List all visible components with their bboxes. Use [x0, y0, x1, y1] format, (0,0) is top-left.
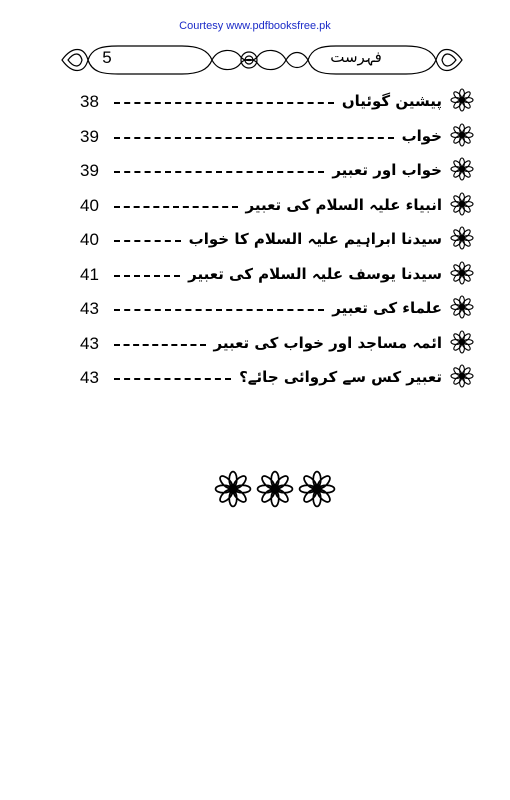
- toc-leader-dashes: [114, 378, 231, 380]
- page-title: فہرست: [330, 48, 382, 66]
- flower-bullet-icon: [450, 364, 474, 388]
- toc-entry-title: انبیاء علیہ السلام کی تعبیر: [245, 195, 442, 214]
- flower-ornament-icon: [214, 470, 252, 508]
- toc-page-number: 40: [80, 230, 99, 249]
- toc-entry-title: پیشین گوئیاں: [341, 92, 442, 110]
- flower-bullet-icon: [450, 295, 474, 319]
- toc-leader-dashes: [114, 137, 394, 139]
- toc-page-number: 39: [80, 161, 99, 180]
- toc-row[interactable]: [76, 120, 476, 155]
- toc-entry-title: سیدنا یوسف علیہ السلام کی تعبیر: [188, 264, 442, 283]
- toc-entry-title: علماء کی تعبیر: [332, 299, 442, 317]
- courtesy-text: Courtesy www.pdfbooksfree.pk: [179, 20, 331, 32]
- flower-bullet-icon: [450, 123, 474, 147]
- flower-bullet-icon: [450, 226, 474, 250]
- footer-ornament-group: [214, 470, 338, 510]
- toc-leader-dashes: [114, 240, 181, 242]
- toc-row[interactable]: [76, 327, 476, 362]
- toc-row[interactable]: [76, 154, 476, 189]
- flower-ornament-icon: [256, 470, 294, 508]
- toc-page-number: 38: [80, 92, 99, 111]
- flower-bullet-icon: [450, 226, 474, 250]
- toc-row[interactable]: [76, 258, 476, 293]
- toc-entry-title: خواب: [401, 126, 442, 145]
- flower-ornament-icon: [298, 470, 336, 508]
- flower-bullet-icon: [450, 330, 474, 354]
- toc-page-number: 43: [80, 299, 99, 318]
- toc-entry-title: خواب اور تعبیر: [332, 161, 442, 179]
- toc-leader-dashes: [114, 275, 180, 277]
- toc-row[interactable]: [76, 189, 476, 224]
- toc-entry-title: تعبیر کس سے کروائی جائے؟: [239, 368, 442, 386]
- toc-leader-dashes: [114, 102, 334, 104]
- toc-row[interactable]: [76, 292, 476, 327]
- page-number: 5: [102, 48, 112, 67]
- toc-page-number: 39: [80, 126, 99, 146]
- toc-row[interactable]: [76, 361, 476, 396]
- flower-bullet-icon: [450, 157, 474, 181]
- toc-page-number: 43: [80, 368, 99, 387]
- flower-bullet-icon: [450, 330, 474, 354]
- toc-row[interactable]: [76, 223, 476, 258]
- flower-bullet-icon: [450, 261, 474, 285]
- toc-page-number: 43: [80, 333, 99, 353]
- toc-row[interactable]: [76, 85, 476, 120]
- flower-bullet-icon: [450, 192, 474, 216]
- flower-bullet-icon: [450, 295, 474, 319]
- flower-bullet-icon: [450, 157, 474, 181]
- table-of-contents: [76, 85, 476, 396]
- toc-leader-dashes: [114, 309, 324, 311]
- flower-bullet-icon: [450, 261, 474, 285]
- flower-bullet-icon: [450, 88, 474, 112]
- toc-leader-dashes: [114, 206, 238, 208]
- toc-leader-dashes: [114, 171, 324, 173]
- flower-bullet-icon: [450, 192, 474, 216]
- toc-entry-title: ائمہ مساجد اور خواب کی تعبیر: [213, 333, 442, 352]
- flower-bullet-icon: [450, 88, 474, 112]
- toc-page-number: 41: [80, 264, 99, 284]
- flower-bullet-icon: [450, 123, 474, 147]
- flower-bullet-icon: [450, 364, 474, 388]
- toc-leader-dashes: [114, 344, 206, 346]
- toc-page-number: 40: [80, 195, 99, 215]
- toc-entry-title: سیدنا ابراہیم علیہ السلام کا خواب: [188, 230, 442, 248]
